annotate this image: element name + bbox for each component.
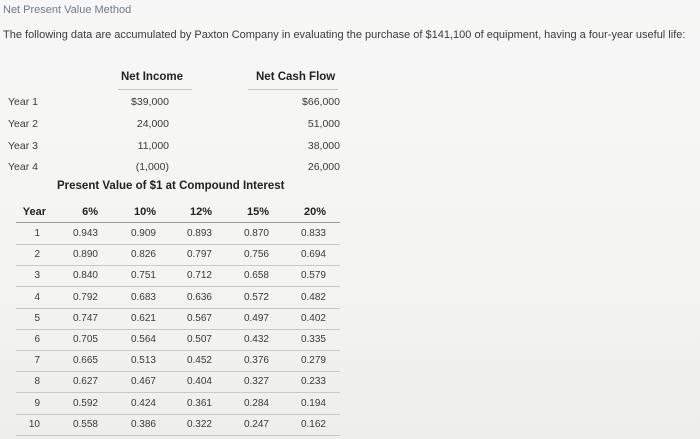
pv-factor: 0.909 xyxy=(130,228,156,239)
row-divider xyxy=(16,414,340,415)
net-cash-flow-value: 26,000 xyxy=(307,161,340,173)
year-number: 7 xyxy=(34,355,40,367)
pv-factor: 0.424 xyxy=(130,397,156,409)
problem-description: The following data are accumulated by Paxton Company in evaluating the purchase of $141,100 of equipment, having a four-year useful life: xyxy=(3,29,686,41)
net-cash-flow-value: 38,000 xyxy=(307,140,340,152)
pv-factor: 0.572 xyxy=(243,291,269,303)
pv-factor: 0.665 xyxy=(72,355,98,367)
year-number: 1 xyxy=(34,228,40,239)
header-underline xyxy=(118,89,192,90)
col-header-rate: 6% xyxy=(82,206,98,218)
year-number: 6 xyxy=(34,334,40,345)
net-cash-flow-value: 51,000 xyxy=(307,118,340,130)
pv-factor: 0.747 xyxy=(72,312,98,324)
pv-factor: 0.943 xyxy=(72,228,98,239)
net-income-value: (1,000) xyxy=(135,161,169,173)
pv-factor: 0.327 xyxy=(243,376,269,388)
pv-factor: 0.621 xyxy=(130,312,156,324)
row-divider xyxy=(16,308,340,309)
pv-factor: 0.162 xyxy=(300,418,326,430)
pv-factor: 0.627 xyxy=(72,376,98,388)
year-number: 5 xyxy=(34,312,40,324)
pv-factor: 0.482 xyxy=(300,291,326,303)
year-number: 8 xyxy=(34,376,40,388)
pv-factor: 0.712 xyxy=(186,270,212,282)
col-header-year: Year xyxy=(22,206,46,218)
pv-header-rule xyxy=(16,222,340,223)
year-number: 4 xyxy=(34,291,40,303)
page-title: Net Present Value Method xyxy=(3,4,132,16)
pv-factor: 0.797 xyxy=(186,249,212,261)
pv-factor: 0.513 xyxy=(130,355,156,367)
row-divider xyxy=(16,392,340,393)
row-label: Year 3 xyxy=(8,140,38,152)
year-number: 2 xyxy=(34,249,40,261)
pv-factor: 0.751 xyxy=(130,270,156,282)
pv-factor: 0.386 xyxy=(130,418,156,430)
pv-factor: 0.432 xyxy=(243,334,269,345)
pv-factor: 0.592 xyxy=(72,397,98,409)
pv-factor: 0.579 xyxy=(300,270,326,282)
pv-factor: 0.247 xyxy=(243,418,269,430)
net-cash-flow-value: $66,000 xyxy=(302,96,340,108)
pv-factor: 0.194 xyxy=(300,397,326,409)
pv-factor: 0.467 xyxy=(130,376,156,388)
year-number: 9 xyxy=(34,397,40,409)
pv-factor: 0.497 xyxy=(243,312,269,324)
pv-factor: 0.376 xyxy=(243,355,269,367)
header-underline xyxy=(248,89,338,90)
pv-factor: 0.890 xyxy=(72,249,98,261)
row-divider xyxy=(16,265,340,266)
pv-factor: 0.564 xyxy=(130,334,156,345)
pv-factor: 0.636 xyxy=(186,291,212,303)
pv-table-title: Present Value of $1 at Compound Interest xyxy=(57,180,285,192)
pv-factor: 0.567 xyxy=(186,312,212,324)
pv-factor: 0.756 xyxy=(243,249,269,261)
pv-factor: 0.322 xyxy=(186,418,212,430)
pv-factor: 0.792 xyxy=(72,291,98,303)
pv-factor: 0.683 xyxy=(130,291,156,303)
pv-factor: 0.507 xyxy=(186,334,212,345)
pv-factor: 0.840 xyxy=(72,270,98,282)
pv-factor: 0.452 xyxy=(186,355,212,367)
year-number: 3 xyxy=(34,270,40,282)
row-label: Year 4 xyxy=(8,161,38,173)
row-label: Year 1 xyxy=(8,96,38,108)
net-income-value: 24,000 xyxy=(136,118,169,130)
row-divider xyxy=(16,286,340,287)
col-header-rate: 10% xyxy=(133,206,156,218)
pv-factor: 0.694 xyxy=(300,249,326,261)
year-number: 10 xyxy=(28,418,40,430)
pv-factor: 0.893 xyxy=(186,228,212,239)
col-header-rate: 12% xyxy=(189,206,212,218)
row-divider xyxy=(16,244,340,245)
net-income-value: $39,000 xyxy=(131,96,169,108)
col-header-rate: 15% xyxy=(246,206,269,218)
col-header-net-cash-flow: Net Cash Flow xyxy=(256,71,336,83)
pv-factor: 0.233 xyxy=(300,376,326,388)
pv-factor: 0.404 xyxy=(186,376,212,388)
row-divider xyxy=(16,435,340,436)
pv-factor: 0.402 xyxy=(300,312,326,324)
row-divider xyxy=(16,371,340,372)
pv-factor: 0.833 xyxy=(300,228,326,239)
pv-factor: 0.558 xyxy=(72,418,98,430)
pv-factor: 0.335 xyxy=(300,334,326,345)
col-header-net-income: Net Income xyxy=(121,71,183,83)
row-divider xyxy=(16,329,340,330)
pv-factor: 0.658 xyxy=(243,270,269,282)
pv-factor: 0.705 xyxy=(72,334,98,345)
pv-factor: 0.279 xyxy=(300,355,326,367)
col-header-rate: 20% xyxy=(303,206,326,218)
pv-factor: 0.826 xyxy=(130,249,156,261)
pv-factor: 0.284 xyxy=(243,397,269,409)
row-divider xyxy=(16,350,340,351)
pv-factor: 0.870 xyxy=(243,228,269,239)
pv-factor: 0.361 xyxy=(186,397,212,409)
row-label: Year 2 xyxy=(8,118,38,130)
net-income-value: 11,000 xyxy=(137,140,169,152)
